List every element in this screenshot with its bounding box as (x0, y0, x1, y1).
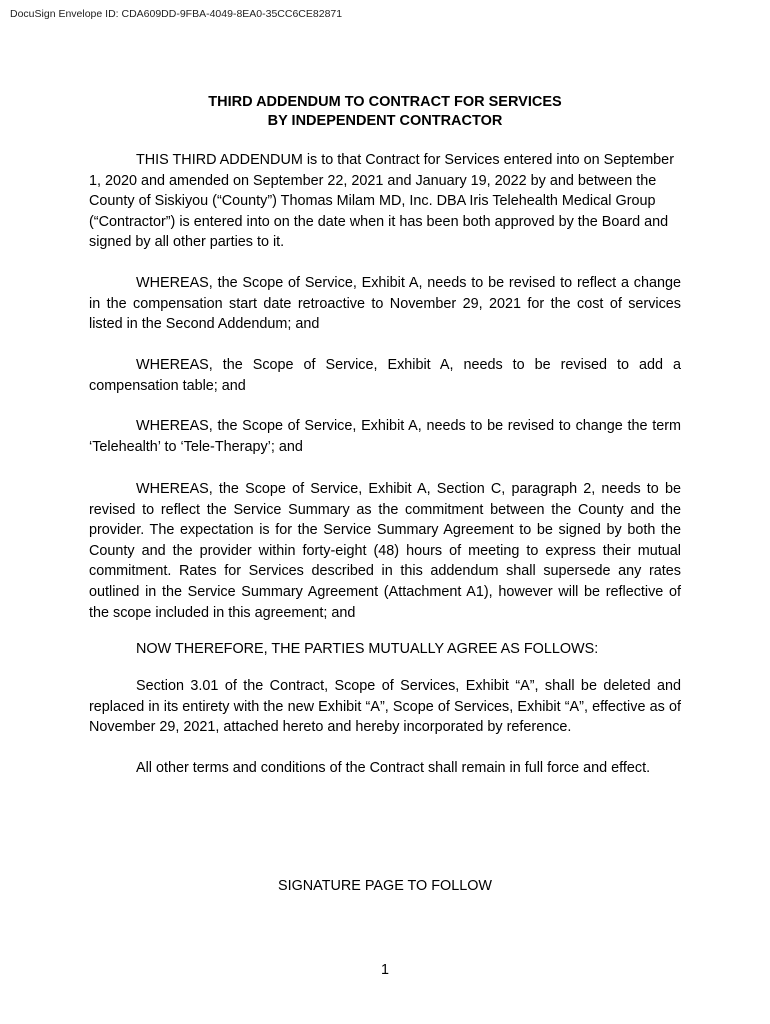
other-terms-paragraph: All other terms and conditions of the Contract shall remain in full force and effect. (136, 760, 651, 776)
document-title-line-2: BY INDEPENDENT CONTRACTOR (267, 113, 503, 129)
whereas-paragraph-1: WHEREAS, the Scope of Service, Exhibit A, needs to be revised to reflect a change in the compensation start date retroactive to November 29, 2021 for the cost of services listed in the Second Addendum; and (89, 275, 681, 333)
whereas-paragraph-2: WHEREAS, the Scope of Service, Exhibit A, needs to be revised to add a compensation table; and (89, 357, 681, 394)
section-paragraph: Section 3.01 of the Contract, Scope of Services, Exhibit “A”, shall be deleted and replaced in its entirety with the new Exhibit “A”, Scope of Services, Exhibit “A”, effective as of November 29, 2021, attached hereto and hereby incorporated by reference. (89, 678, 681, 736)
whereas-paragraph-3: WHEREAS, the Scope of Service, Exhibit A, needs to be revised to change the term ‘Telehealth’ to ‘Tele-Therapy’; and (89, 418, 681, 455)
signature-page-note: SIGNATURE PAGE TO FOLLOW (277, 878, 493, 894)
page-number: 1 (380, 962, 389, 978)
now-therefore-paragraph: NOW THEREFORE, THE PARTIES MUTUALLY AGREE AS FOLLOWS: (136, 641, 599, 657)
document-title-line-1: THIRD ADDENDUM TO CONTRACT FOR SERVICES (208, 94, 562, 110)
docusign-envelope-id: DocuSign Envelope ID: CDA609DD-9FBA-4049-8EA0-35CC6CE82871 (10, 8, 343, 20)
intro-paragraph: THIS THIRD ADDENDUM is to that Contract for Services entered into on September 1, 2020 and amended on September 22, 2021 and January 19, 2022 by and between the County of Siskiyou (“County”) Thomas Milam MD, Inc. DBA Iris Telehealth Medical Group (“Contractor”) is entered into on the date when it has been both approved by the Board and signed by all other parties to it. (89, 152, 674, 251)
whereas-paragraph-4: WHEREAS, the Scope of Service, Exhibit A, Section C, paragraph 2, needs to be revised to reflect the Service Summary as the commitment between the County and the provider. The expectation is for the Service Summary Agreement to be signed by both the County and the provider within forty-eight (48) hours of meeting to express their mutual commitment. Rates for Services described in this addendum shall supersede any rates outlined in the Service Summary Agreement (Attachment A1), however will be reflective of the scope included in this agreement; and (89, 481, 681, 621)
